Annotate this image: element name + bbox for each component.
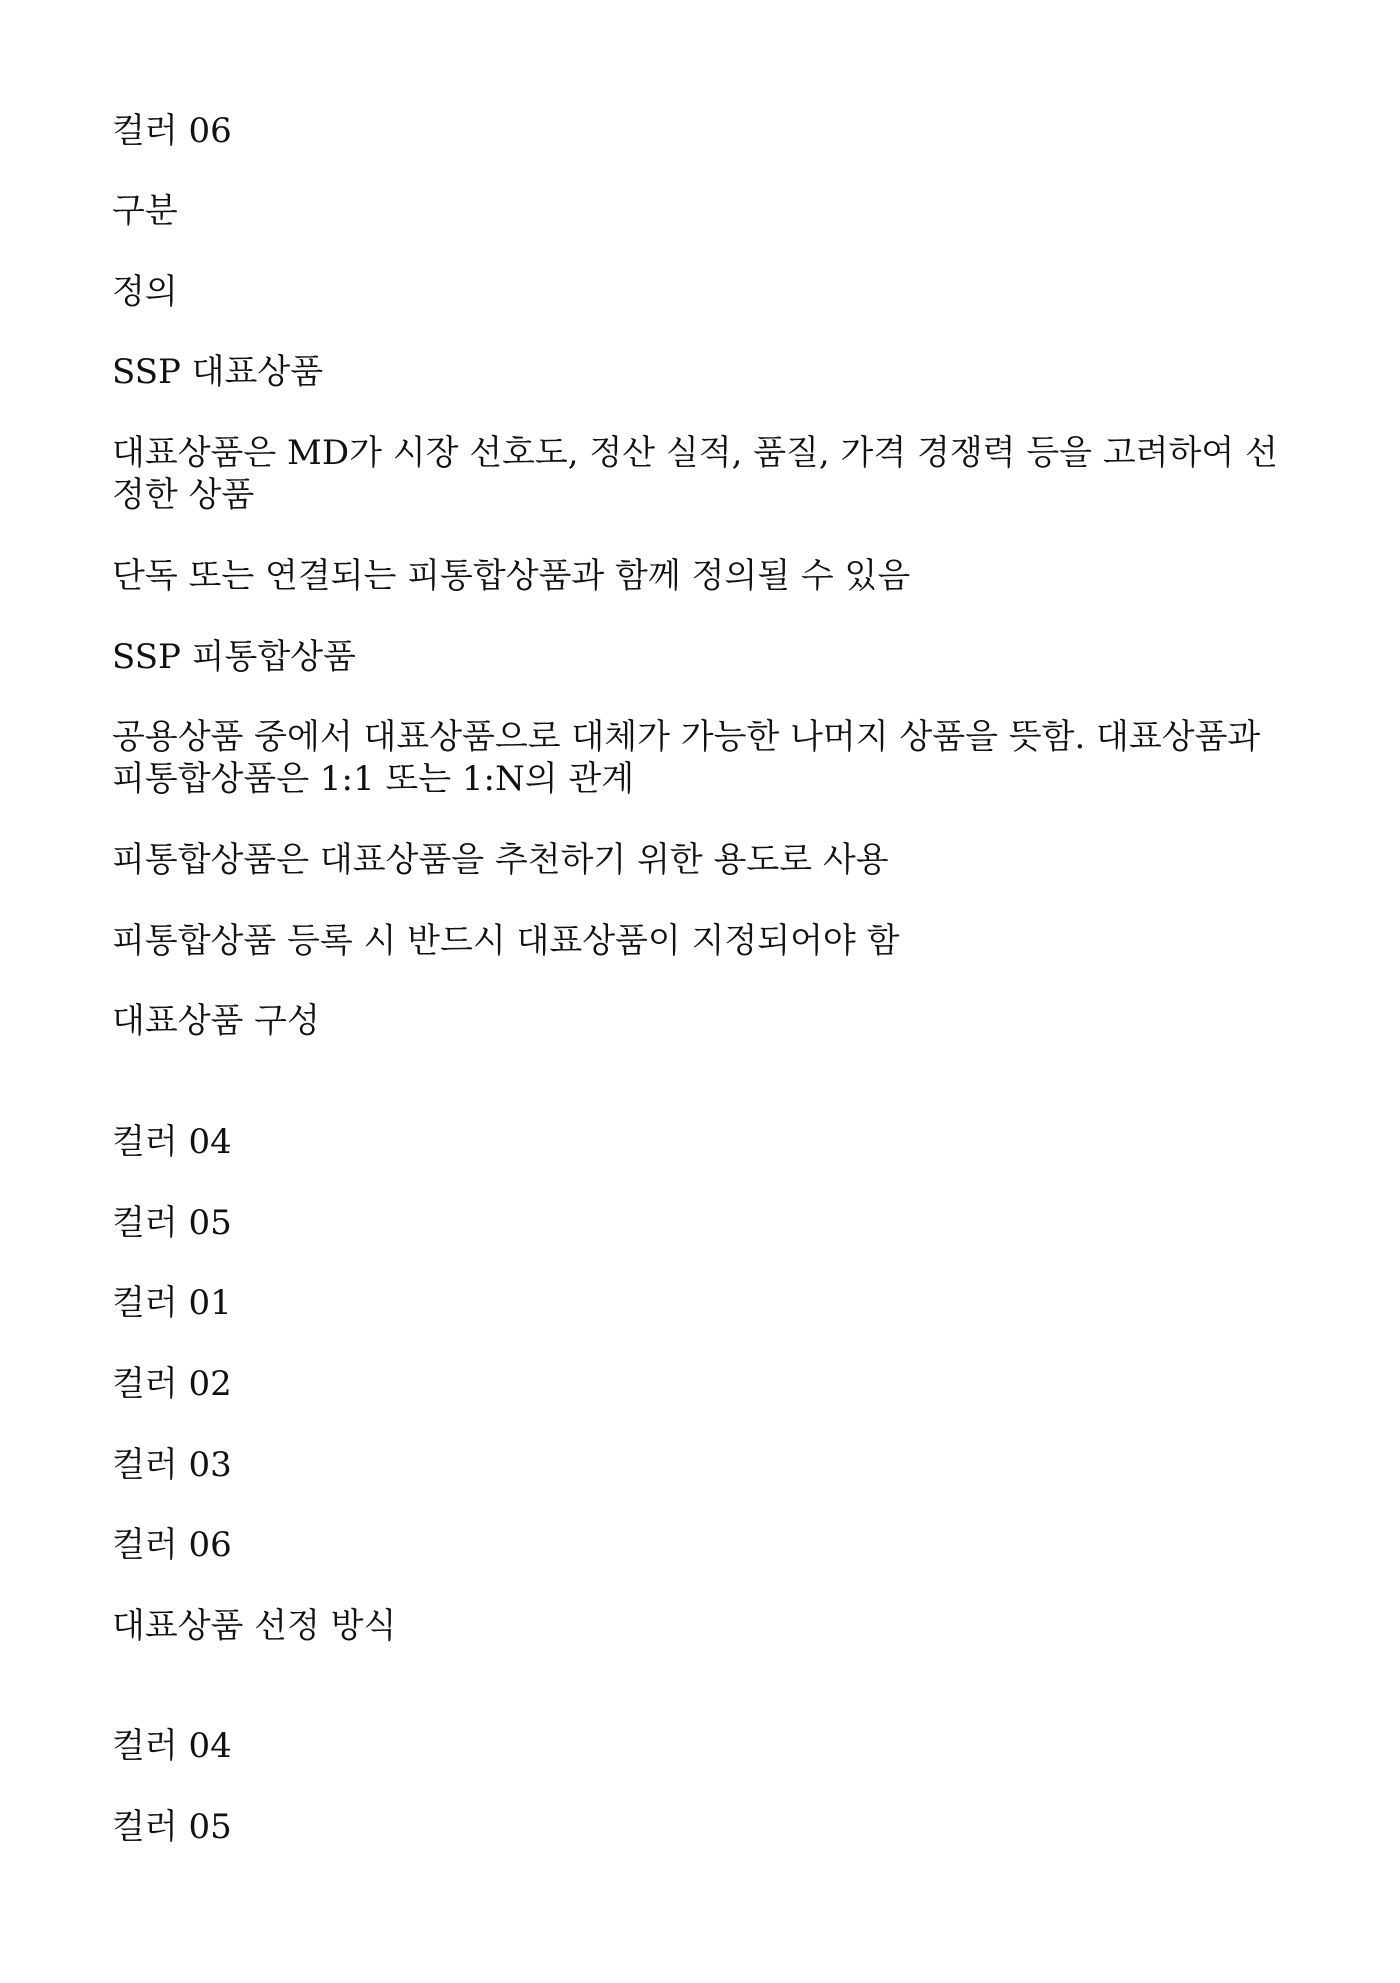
paragraph-integrated-usage: 피통합상품은 대표상품을 추천하기 위한 용도로 사용 [112, 840, 889, 880]
paragraph-representative-desc: 대표상품은 MD가 시장 선호도, 정산 실적, 품질, 가격 경쟁력 등을 고려하여 선정한 상품 [112, 433, 1278, 515]
paragraph-standalone-note: 단독 또는 연결되는 피통합상품과 함께 정의될 수 있음 [112, 556, 911, 596]
paragraph-integrated-desc: 공용상품 중에서 대표상품으로 대체가 가능한 나머지 상품을 뜻함. 대표상품과 피통합상품은 1:1 또는 1:N의 관계 [112, 717, 1261, 799]
paragraph-definition: 정의 [112, 272, 178, 312]
paragraph-color-05: 컬러 05 [112, 1203, 232, 1243]
paragraph-color-02: 컬러 02 [112, 1364, 232, 1404]
paragraph-ssp-integrated: SSP 피통합상품 [112, 637, 356, 677]
paragraph-color-01: 컬러 01 [112, 1283, 232, 1323]
paragraph-color-04: 컬러 04 [112, 1122, 232, 1162]
paragraph-color-04-second: 컬러 04 [112, 1726, 232, 1766]
paragraph-color-05-second: 컬러 05 [112, 1807, 232, 1847]
paragraph-selection-method: 대표상품 선정 방식 [112, 1606, 397, 1646]
paragraph-color-03: 컬러 03 [112, 1445, 232, 1485]
paragraph-representative-composition: 대표상품 구성 [112, 1001, 320, 1041]
paragraph-integrated-registration: 피통합상품 등록 시 반드시 대표상품이 지정되어야 함 [112, 921, 900, 961]
paragraph-color-06: 컬러 06 [112, 111, 232, 151]
paragraph-category: 구분 [112, 191, 178, 231]
paragraph-color-06-second: 컬러 06 [112, 1525, 232, 1565]
paragraph-ssp-representative: SSP 대표상품 [112, 352, 324, 392]
